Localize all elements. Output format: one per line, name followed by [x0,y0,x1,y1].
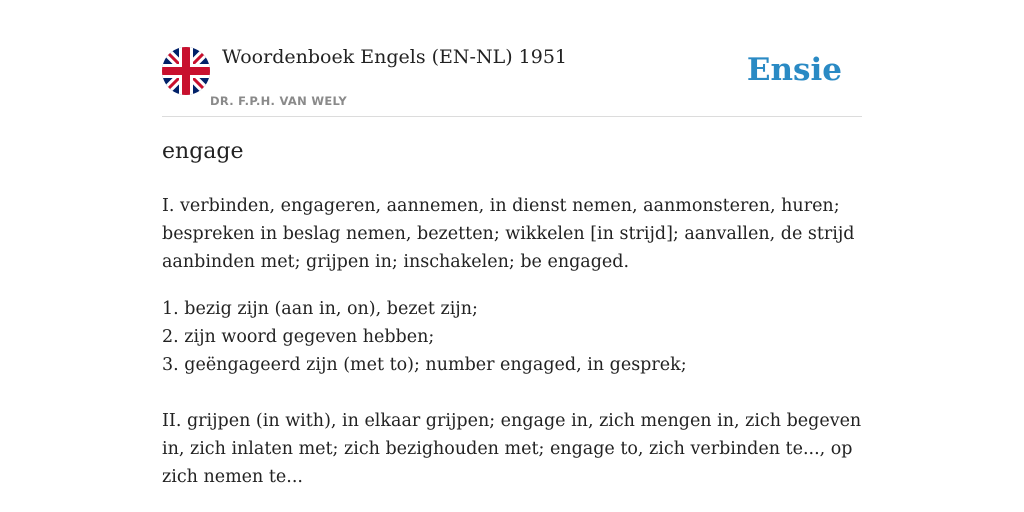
dictionary-title[interactable]: Woordenboek Engels (EN-NL) 1951 [222,46,567,68]
entry-definition-part-two: II. grijpen (in with), in elkaar grijpen; engage in, zich mengen in, zich begeven in, zich inlaten met; zich bezighouden met; engage to, zich verbinden te..., op zich nemen te... [162,411,862,487]
entry-definition-part-one: I. verbinden, engageren, aannemen, in dienst nemen, aanmonsteren, huren; bespreken in beslag nemen, bezetten; wikkelen [in strijd]; aanvallen, de strijd aanbinden met; grijpen in; inschakelen; be engaged. [162,196,855,272]
entry-senses-list [162,295,862,379]
dictionary-author: DR. F.P.H. VAN WELY [210,94,347,108]
dictionary-header [162,44,862,117]
list-item: 3. geëngageerd zijn (met to); number engaged, in gesprek; [162,355,687,375]
list-item: 2. zijn woord gegeven hebben; [162,327,435,347]
ensie-logo[interactable]: Ensie [746,52,842,88]
entry-headword: engage [162,139,244,164]
list-item: 1. bezig zijn (aan in, on), bezet zijn; [162,299,478,319]
uk-flag-icon [162,47,210,95]
